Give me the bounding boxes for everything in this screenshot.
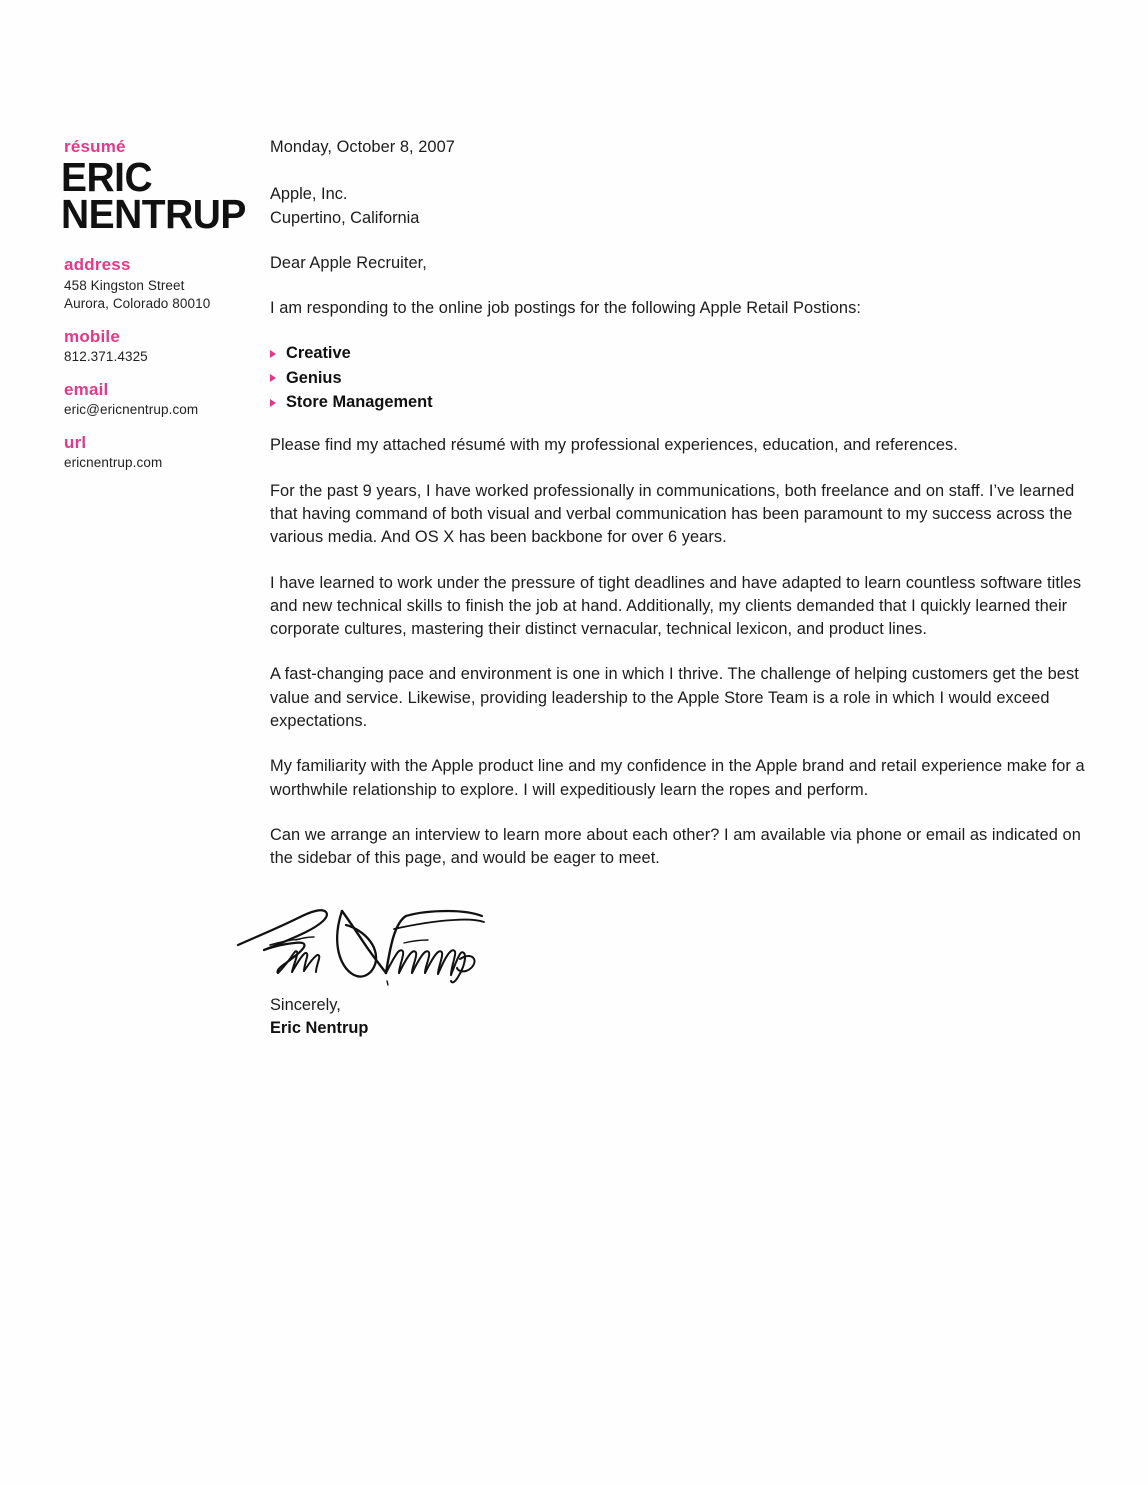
recipient-address <box>270 183 1088 230</box>
name-block <box>61 153 254 237</box>
resume-kicker: résumé <box>64 137 126 156</box>
recipient-company: Apple, Inc. <box>270 185 348 204</box>
position-label: Genius <box>286 368 342 387</box>
letter-paragraph: A fast-changing pace and environment is one in which I thrive. The challenge of helping customers get the best value and service. Likewise, providing leadership to the Apple Store Team is a role in which I would exceed expectations. <box>270 665 1079 731</box>
contact-value-email[interactable]: eric@ericnentrup.com <box>64 402 199 418</box>
recipient-location: Cupertino, California <box>270 208 420 227</box>
closing-block <box>270 994 656 1040</box>
position-item <box>270 342 1088 365</box>
contact-label-mobile: mobile <box>64 326 120 346</box>
contact-value-mobile[interactable]: 812.371.4325 <box>64 348 148 364</box>
letter-paragraph: Please find my attached résumé with my professional experiences, education, and references. <box>270 436 958 455</box>
triangle-bullet-icon <box>270 350 276 358</box>
letter-date: Monday, October 8, 2007 <box>270 138 455 156</box>
letter-paragraph: I have learned to work under the pressure of tight deadlines and have adapted to learn countless software titles and new technical skills to finish the job at hand. Additionally, my clients demanded that I quickly learned their corporate cultures, mastering their distinct vernacular, technical lexicon, and product lines. <box>270 573 1082 639</box>
name-last: NENTRUP <box>61 190 246 237</box>
contact-group-address <box>64 254 254 312</box>
contact-label-email: email <box>64 379 109 399</box>
letter-paragraph: My familiarity with the Apple product line and my confidence in the Apple brand and retail experience make for a worthwhile relationship to explore. I will expeditiously learn the ropes and perform. <box>270 757 1085 799</box>
letter-paragraph: Can we arrange an interview to learn more about each other? I am available via phone or email as indicated on the sidebar of this page, and would be eager to meet. <box>270 825 1081 868</box>
contact-value-url[interactable]: ericnentrup.com <box>64 455 163 471</box>
name-first: ERIC <box>61 153 153 200</box>
handwritten-signature-icon <box>236 903 486 988</box>
position-label: Store Management <box>286 393 433 412</box>
contact-value-address-city: Aurora, Colorado 80010 <box>64 295 211 311</box>
signature-area <box>236 903 656 1040</box>
contact-label-address: address <box>64 255 131 275</box>
letter-paragraph: For the past 9 years, I have worked professionally in communications, both freelance and on staff. I’ve learned that having command of both visual and verbal communication has been paramount to my success across the various media. And OS X has been backbone for over 6 years. <box>270 481 1075 547</box>
letter-salutation: Dear Apple Recruiter, <box>270 253 427 272</box>
closing-sincerely: Sincerely, <box>270 996 341 1014</box>
sidebar <box>61 137 254 485</box>
positions-list <box>270 342 1088 414</box>
position-item <box>270 391 1088 414</box>
position-item <box>270 367 1088 390</box>
contact-group-mobile <box>64 326 254 366</box>
contact-group-url <box>64 432 254 472</box>
triangle-bullet-icon <box>270 374 276 382</box>
triangle-bullet-icon <box>270 399 276 407</box>
contact-value-address-street: 458 Kingston Street <box>64 277 185 293</box>
position-label: Creative <box>286 344 351 363</box>
letter-body <box>270 136 1088 893</box>
closing-signer-name: Eric Nentrup <box>270 1018 369 1037</box>
contact-group-email <box>64 379 254 419</box>
letter-intro: I am responding to the online job postings for the following Apple Retail Postions: <box>270 299 861 318</box>
contact-label-url: url <box>64 433 87 453</box>
